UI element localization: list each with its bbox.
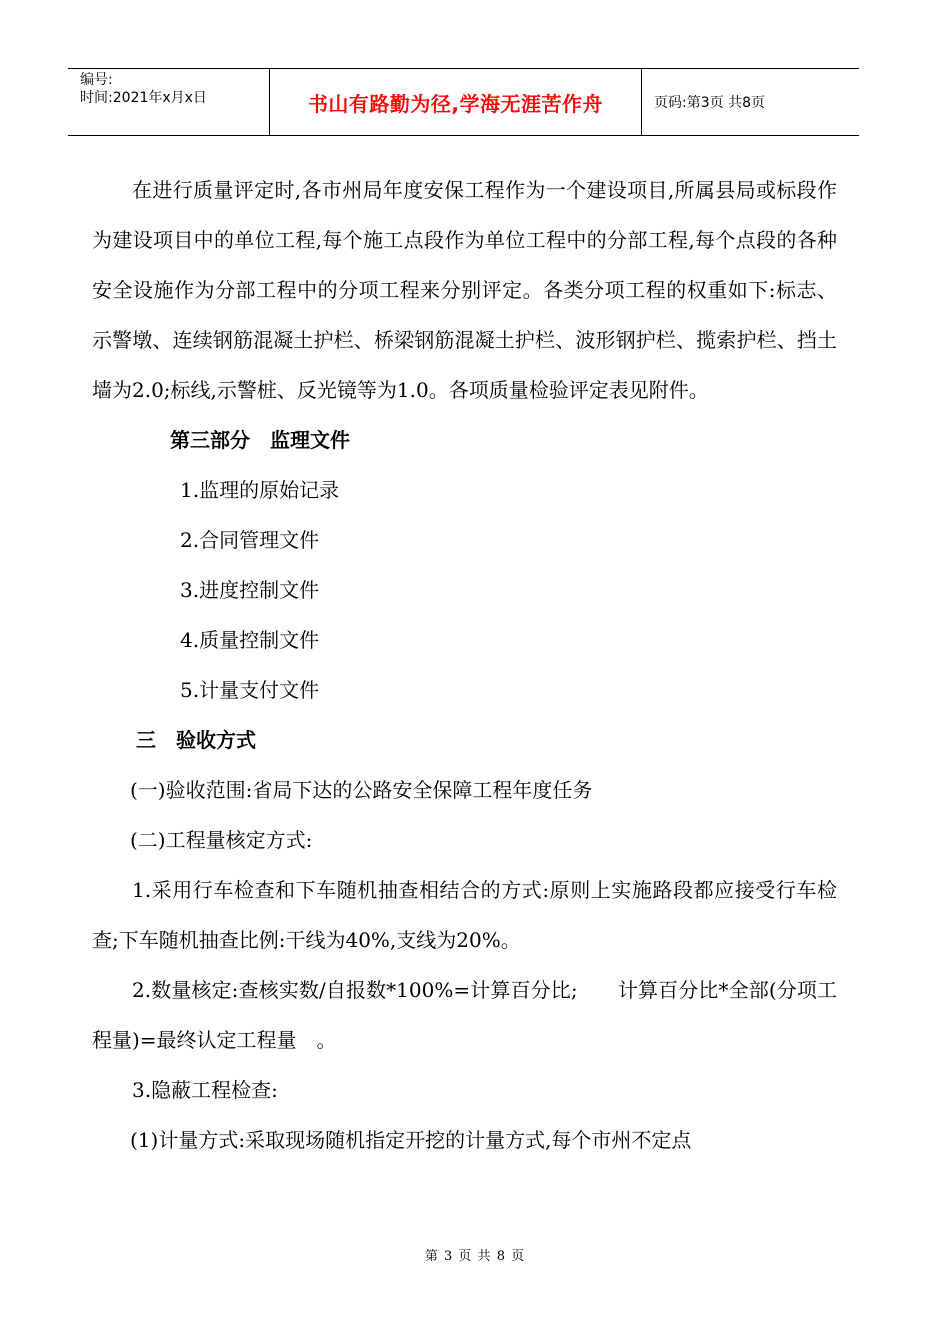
page-footer: 第 3 页 共 8 页 <box>424 1249 526 1264</box>
document-time-label: 时间:2021年x月x日 <box>80 90 207 106</box>
header-meta-cell <box>68 69 270 135</box>
part3-item: 2.合同管理文件 <box>180 528 320 552</box>
document-header <box>68 68 859 136</box>
document-body <box>92 165 837 1165</box>
quantity-method-1: 1.采用行车检查和下车随机抽查相结合的方式:原则上实施路段都应接受行车检查;下车随机抽查比例:干线为40%,支线为20%。 <box>92 878 837 952</box>
hidden-works-measure: (1)计量方式:采取现场随机指定开挖的计量方式,每个市州不定点 <box>130 1128 692 1152</box>
document-number-label: 编号: <box>80 72 113 88</box>
part3-item: 4.质量控制文件 <box>180 628 320 652</box>
header-page-info: 页码:第3页 共8页 <box>654 95 765 111</box>
part3-item: 3.进度控制文件 <box>180 578 320 602</box>
quantity-method-heading: (二)工程量核定方式: <box>130 828 313 852</box>
acceptance-scope: (一)验收范围:省局下达的公路安全保障工程年度任务 <box>130 778 593 802</box>
quality-assessment-paragraph: 在进行质量评定时,各市州局年度安保工程作为一个建设项目,所属县局或标段作为建设项目中的单位工程,每个施工点段作为单位工程中的分部工程,每个点段的各种安全设施作为分部工程中的分项工程来分别评定。各类分项工程的权重如下:标志、示警墩、连续钢筋混凝土护栏、桥梁钢筋混凝土护栏、波形钢护栏、揽索护栏、挡土墙为2.0;标线,示警桩、反光镜等为1.0。各项质量检验评定表见附件。 <box>92 178 837 402</box>
section3-heading: 三 验收方式 <box>136 728 256 752</box>
header-motto: 书山有路勤为径,学海无涯苦作舟 <box>307 91 604 116</box>
header-motto-cell <box>270 69 642 135</box>
quantity-method-2: 2.数量核定:查核实数/自报数*100%=计算百分比; 计算百分比*全部(分项工程量)=最终认定工程量 。 <box>92 978 837 1052</box>
part3-item: 1.监理的原始记录 <box>180 478 340 502</box>
part3-heading: 第三部分 监理文件 <box>170 428 350 452</box>
part3-item: 5.计量支付文件 <box>180 678 320 702</box>
hidden-works-heading: 3.隐蔽工程检查: <box>132 1078 278 1102</box>
